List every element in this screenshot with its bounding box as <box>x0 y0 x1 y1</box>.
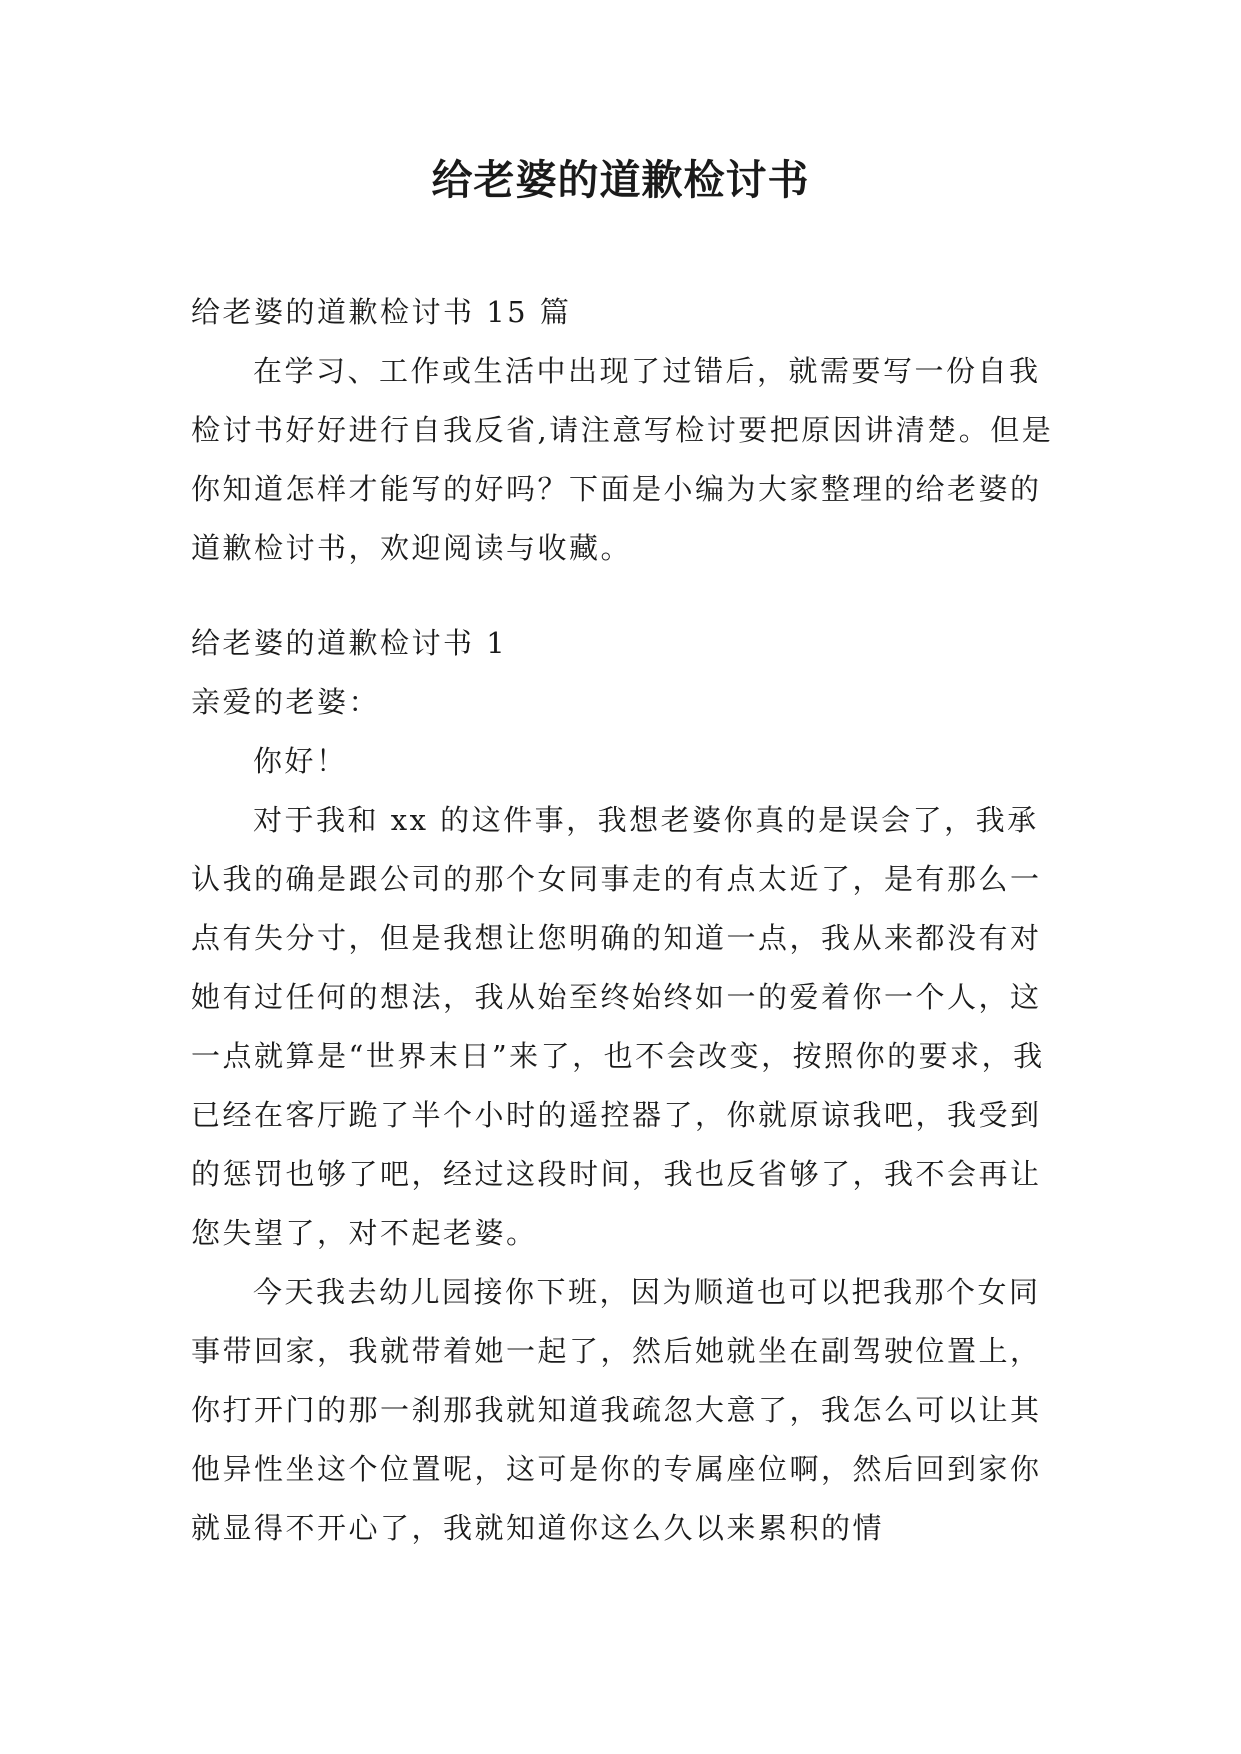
letter-salutation: 亲爱的老婆： <box>191 685 381 719</box>
letter-paragraph-2: 今天我去幼儿园接你下班，因为顺道也可以把我那个女同事带回家，我就带着她一起了，然后她就坐在副驾驶位置上，你打开门的那一刹那我就知道我疏忽大意了，我怎么可以让其他异性坐这个位置呢，这可是你的专属座位啊，然后回到家你就显得不开心了，我就知道你这么久以来累积的情 <box>191 1275 1042 1545</box>
intro-paragraph: 在学习、工作或生活中出现了过错后，就需要写一份自我检讨书好好进行自我反省,请注意写检讨要把原因讲清楚。但是你知道怎样才能写的好吗？下面是小编为大家整理的给老婆的道歉检讨书，欢迎阅读与收藏。 <box>191 354 1054 565</box>
letter-paragraph-1: 对于我和 xx 的这件事，我想老婆你真的是误会了，我承认我的确是跟公司的那个女同事走的有点太近了，是有那么一点有失分寸，但是我想让您明确的知道一点，我从来都没有对她有过任何的想法，我从始至终始终如一的爱着你一个人，这一点就算是“世界末日”来了，也不会改变，按照你的要求，我已经在客厅跪了半个小时的遥控器了，你就原谅我吧，我受到的惩罚也够了吧，经过这段时间，我也反省够了，我不会再让您失望了，对不起老婆。 <box>191 803 1045 1250</box>
document-subtitle: 给老婆的道歉检讨书 15 篇 <box>191 295 572 329</box>
document-body <box>191 283 1061 1558</box>
letter-greeting: 你好！ <box>253 744 348 778</box>
section-heading: 给老婆的道歉检讨书 1 <box>191 626 508 660</box>
document-title: 给老婆的道歉检讨书 <box>431 156 810 204</box>
section-spacer <box>191 578 1061 614</box>
